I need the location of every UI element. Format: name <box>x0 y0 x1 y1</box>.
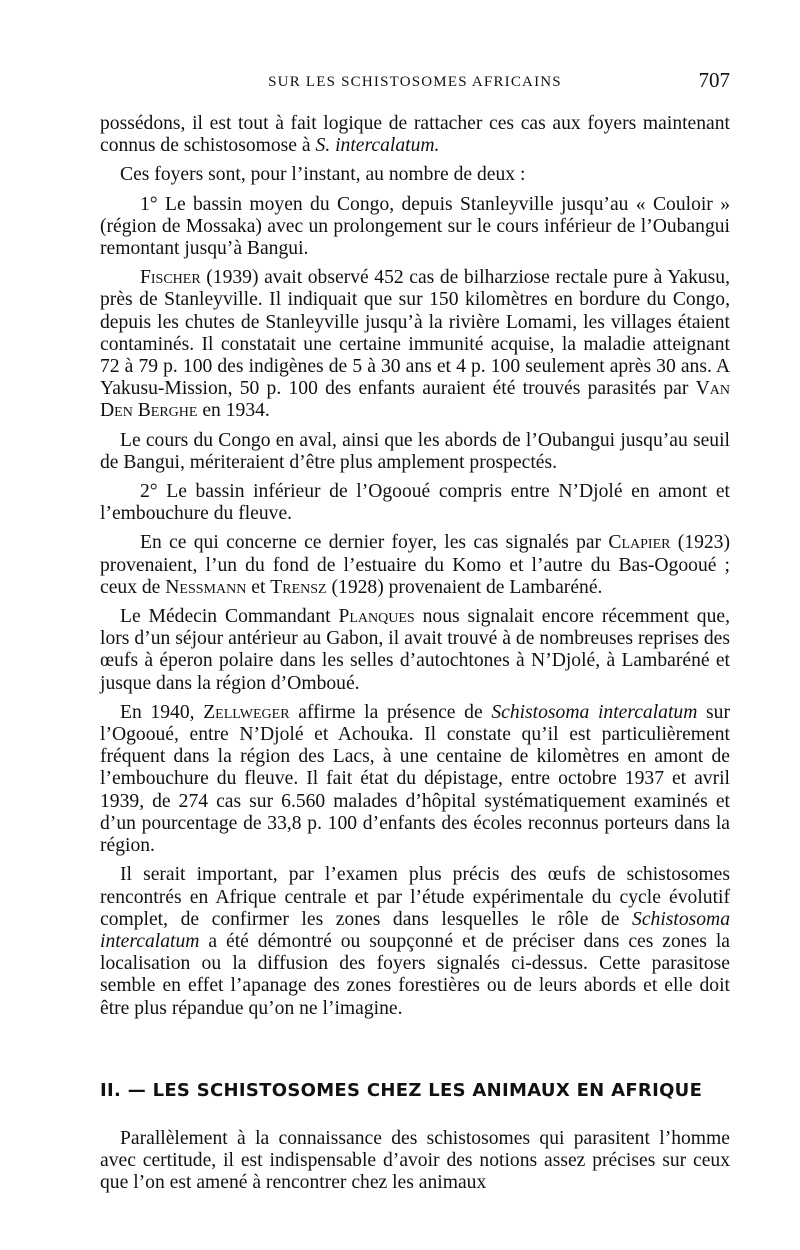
running-title: SUR LES SCHISTOSOMES AFRICAINS <box>268 74 562 90</box>
paragraph-10 <box>100 864 730 1019</box>
paragraph-7-end: (1928) provenaient de Lambaréné. <box>326 576 603 598</box>
species-name: S. intercalatum. <box>315 135 440 157</box>
paragraph-4 <box>100 267 730 422</box>
paragraph-1-text: possédons, il est tout à fait logique de rattacher ces cas aux foyers maintenant connus de schistosomose à <box>100 113 730 157</box>
author-name: Zellweger <box>203 701 290 723</box>
paragraph-8 <box>100 606 730 695</box>
paragraph-10-end: a été démontré ou soupçonné et de préciser dans ces zones la localisation ou la diffusion des foyers signalés ci-dessus. Cette parasitose semble en effet l’apanage des zones forestières ou de leurs abords et elle doit être plus répandue qu’on ne l’imagine. <box>100 930 730 1019</box>
paragraph-4-end: en 1934. <box>197 400 270 422</box>
body-text <box>100 113 730 1020</box>
paragraph-5: Le cours du Congo en aval, ainsi que les abords de l’Oubangui jusqu’au seuil de Bangui, mériteraient d’être plus amplement prospectés. <box>100 429 730 473</box>
author-name: Clapier <box>608 532 671 554</box>
paragraph-9 <box>100 702 730 857</box>
section-heading: II. — LES SCHISTOSOMES CHEZ LES ANIMAUX EN AFRIQUE <box>100 1080 703 1101</box>
paragraph-8-end: nous signalait encore récemment que, lors d’un séjour antérieur au Gabon, il avait trouvé à de nombreuses reprises des œufs à éperon polaire dans les selles d’autochtones à N’Djolé, à Lambaréné et jusque dans la région d’Omboué. <box>100 606 730 694</box>
paragraph-1 <box>100 113 730 157</box>
paragraph-9-start: En 1940, <box>120 701 204 723</box>
author-name: Planques <box>338 606 415 628</box>
paragraph-6: 2° Le bassin inférieur de l’Ogooué compris entre N’Djolé en amont et l’embouchure du fleuve. <box>100 481 730 525</box>
paragraph-10-start: Il serait important, par l’examen plus précis des œufs de schistosomes rencontrés en Afrique centrale et par l’étude expérimentale du cycle évolutif complet, de confirmer les zones dans lesquelles le rôle de <box>100 864 730 930</box>
paragraph-7-and: et <box>246 576 271 598</box>
paragraph-9-end: sur l’Ogooué, entre N’Djolé et Achouka. Il constate qu’il est particulièrement fréquent dans la région des Lacs, à une centaine de kilomètres en amont de l’embouchure du fleuve. Il fait état du dépistage, entre octobre 1937 et avril 1939, de 274 cas sur 6.560 malades d’hôpital systématiquement examinés et d’un pourcentage de 33,8 p. 100 d’enfants des écoles reconnus porteurs dans la région. <box>100 701 730 857</box>
running-header <box>100 68 730 98</box>
author-name: Nessmann <box>165 576 247 598</box>
paragraph-2: Ces foyers sont, pour l’instant, au nombre de deux : <box>120 164 526 186</box>
paragraph-4-text: (1939) avait observé 452 cas de bilharziose rectale pure à Yakusu, près de Stanleyville. Il indiquait que sur 150 kilomètres en bordure du Congo, depuis les chutes de Stanleyville jusqu’à la rivière Lomami, les villages étaient contaminés. Il constatait une certaine immunité acquise, la maladie atteignant 72 à 79 p. 100 des indigènes de 5 à 30 ans et 4 p. 100 seulement après 30 ans. A Yakusu-Mission, 50 p. 100 des enfants auraient été trouvés parasités par <box>100 267 730 400</box>
paragraph-7 <box>100 532 730 599</box>
page-number: 707 <box>698 68 730 92</box>
section-paragraph: Parallèlement à la connaissance des schistosomes qui parasitent l’homme avec certitude, il est indispensable d’avoir des notions assez précises sur ceux que l’on est amené à rencontrer chez les animaux <box>100 1128 730 1194</box>
author-name: Fischer <box>140 267 201 289</box>
species-name: Schistosoma intercalatum <box>491 701 698 723</box>
paragraph-8-start: Le Médecin Commandant <box>120 606 339 628</box>
section-text <box>100 1128 730 1195</box>
paragraph-9-mid: affirme la présence de <box>289 701 492 723</box>
paragraph-3: 1° Le bassin moyen du Congo, depuis Stanleyville jusqu’au « Couloir » (région de Mossaka) avec un prolongement sur le cours inférieur de l’Oubangui remontant jusqu’à Bangui. <box>100 193 730 260</box>
paragraph-7-mid: (1923) provenaient, l’un du fond de l’estuaire du Komo et l’autre du Bas-Ogooué ; ceux de <box>100 532 730 598</box>
species-name: Schistosoma intercalatum <box>100 908 730 952</box>
author-name: Trensz <box>270 576 327 598</box>
paragraph-7-start: En ce qui concerne ce dernier foyer, les cas signalés par <box>140 532 609 554</box>
author-name: Van Den Berghe <box>100 378 730 422</box>
